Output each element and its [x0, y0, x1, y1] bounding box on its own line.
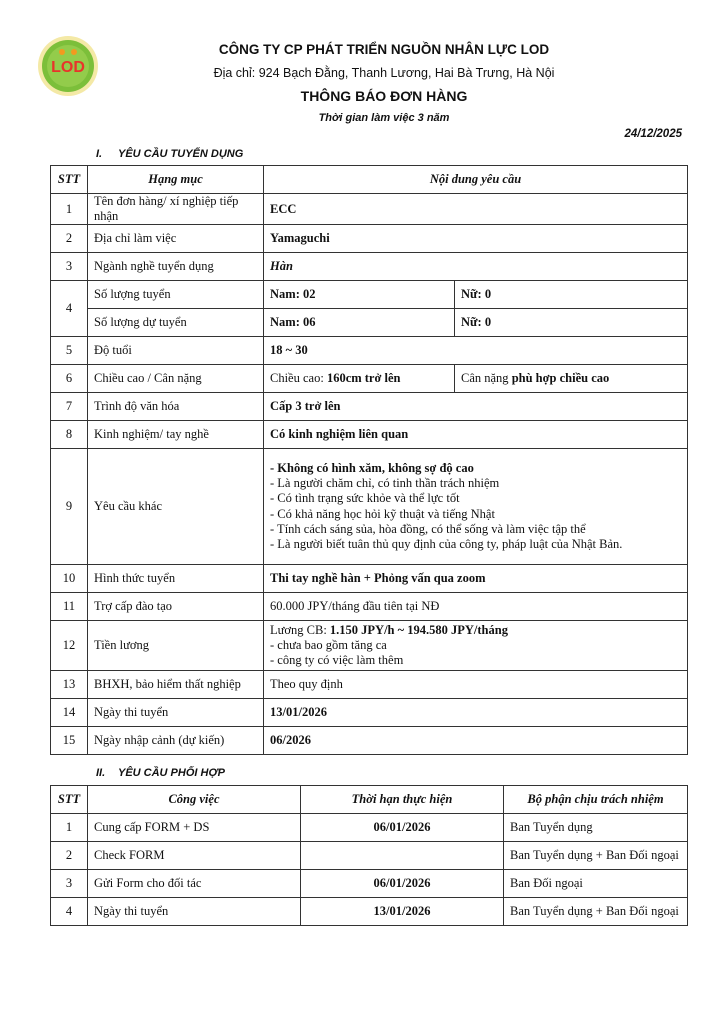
row-deadline: 06/01/2026 — [301, 870, 504, 898]
table-row — [51, 449, 688, 565]
section-1-title: YÊU CẦU TUYỂN DỤNG — [118, 148, 244, 160]
row-stt: 1 — [51, 814, 88, 842]
table-row — [51, 699, 688, 727]
height-value: 160cm trở lên — [326, 371, 401, 385]
row-stt: 4 — [51, 898, 88, 926]
row-deadline — [301, 842, 504, 870]
header-content: Nội dung yêu cầu — [264, 166, 688, 194]
row-stt: 5 — [51, 337, 88, 365]
company-name: CÔNG TY CP PHÁT TRIỂN NGUỒN NHÂN LỰC LOD — [218, 42, 550, 57]
row-department: Ban Đối ngoại — [504, 870, 688, 898]
table-row — [51, 870, 688, 898]
section-2-number: II. — [96, 767, 106, 779]
row-value: Theo quy định — [264, 671, 688, 699]
document-subtitle: Thời gian làm việc 3 năm — [318, 112, 450, 124]
section-2-title: YÊU CẦU PHỐI HỢP — [118, 767, 226, 779]
row-value: Có kinh nghiệm liên quan — [264, 421, 688, 449]
row-stt: 14 — [51, 699, 88, 727]
row-male-count: Nam: 06 — [264, 309, 455, 337]
document-title: THÔNG BÁO ĐƠN HÀNG — [300, 88, 468, 104]
row-value: Cấp 3 trở lên — [264, 393, 688, 421]
requirement-line: - Không có hình xăm, không sợ độ cao — [270, 460, 474, 475]
table-row — [51, 421, 688, 449]
row-item: BHXH, bảo hiểm thất nghiệp — [88, 671, 264, 699]
row-stt: 1 — [51, 194, 88, 225]
row-stt: 12 — [51, 621, 88, 671]
table-row — [51, 593, 688, 621]
row-stt: 10 — [51, 565, 88, 593]
row-value: 13/01/2026 — [264, 699, 688, 727]
requirement-line: - Tính cách sáng sủa, hòa đồng, có thể sống và làm việc tập thể — [270, 521, 586, 536]
weight-label: Cân nặng — [461, 371, 512, 385]
requirement-line: - Là người chăm chỉ, có tinh thần trách nhiệm — [270, 476, 500, 491]
header-stt: STT — [51, 166, 88, 194]
requirement-line: - Có khả năng học hỏi kỹ thuật và tiếng Nhật — [270, 506, 495, 521]
table-header-row — [51, 166, 688, 194]
table-row — [51, 365, 688, 393]
requirement-line: - Có tình trạng sức khỏe và thể lực tốt — [270, 491, 460, 506]
table-row — [51, 337, 688, 365]
row-item: Trợ cấp đào tạo — [88, 593, 264, 621]
row-stt: 7 — [51, 393, 88, 421]
row-stt: 15 — [51, 727, 88, 755]
row-stt: 8 — [51, 421, 88, 449]
section-1-heading — [96, 148, 243, 160]
salary-label: Lương CB: — [270, 622, 330, 637]
height-label: Chiều cao: — [270, 371, 327, 385]
table-row — [51, 814, 688, 842]
table-row — [51, 253, 688, 281]
row-female-count: Nữ: 0 — [455, 281, 688, 309]
row-stt: 13 — [51, 671, 88, 699]
table-row — [51, 225, 688, 253]
row-item: Ngành nghề tuyển dụng — [88, 253, 264, 281]
salary-note: - chưa bao gồm tăng ca — [270, 637, 387, 652]
other-requirements-cell — [264, 449, 688, 565]
row-stt: 2 — [51, 842, 88, 870]
row-item: Trình độ văn hóa — [88, 393, 264, 421]
header-department: Bộ phận chịu trách nhiệm — [504, 786, 688, 814]
salary-note: - công ty có việc làm thêm — [270, 653, 404, 668]
header-deadline: Thời hạn thực hiện — [301, 786, 504, 814]
document-date: 24/12/2025 — [624, 128, 682, 140]
header-item: Hạng mục — [88, 166, 264, 194]
table-row — [51, 621, 688, 671]
row-male-count: Nam: 02 — [264, 281, 455, 309]
requirement-line: - Là người biết tuân thủ quy định của công ty, pháp luật của Nhật Bản. — [270, 536, 623, 551]
row-item: Tên đơn hàng/ xí nghiệp tiếp nhận — [88, 194, 264, 225]
table-row — [51, 898, 688, 926]
weight-cell — [455, 365, 688, 393]
row-stt: 3 — [51, 253, 88, 281]
salary-cell — [264, 621, 688, 671]
row-item: Hình thức tuyển — [88, 565, 264, 593]
row-department: Ban Tuyển dụng + Ban Đối ngoại — [504, 898, 688, 926]
row-stt: 3 — [51, 870, 88, 898]
table-row — [51, 393, 688, 421]
row-task: Cung cấp FORM + DS — [88, 814, 301, 842]
table-header-row — [51, 786, 688, 814]
section-1-number: I. — [96, 148, 103, 160]
row-item: Số lượng tuyển — [88, 281, 264, 309]
company-address: Địa chỉ: 924 Bạch Đằng, Thanh Lương, Hai Bà Trưng, Hà Nội — [213, 66, 555, 80]
row-stt: 4 — [51, 281, 88, 337]
logo-text: LOD — [51, 59, 85, 76]
table-row — [51, 727, 688, 755]
row-deadline: 06/01/2026 — [301, 814, 504, 842]
row-value: Yamaguchi — [264, 225, 688, 253]
table-row — [51, 565, 688, 593]
row-stt: 9 — [51, 449, 88, 565]
row-item: Địa chỉ làm việc — [88, 225, 264, 253]
row-stt: 11 — [51, 593, 88, 621]
salary-value: 1.150 JPY/h ~ 194.580 JPY/tháng — [329, 622, 508, 637]
header-task: Công việc — [88, 786, 301, 814]
weight-value: phù hợp chiều cao — [511, 371, 610, 385]
row-value: 06/2026 — [264, 727, 688, 755]
table-row — [51, 309, 688, 337]
row-item: Số lượng dự tuyển — [88, 309, 264, 337]
table-row — [51, 671, 688, 699]
row-item: Tiền lương — [88, 621, 264, 671]
salary-line — [270, 623, 681, 638]
row-stt: 6 — [51, 365, 88, 393]
row-item: Yêu cầu khác — [88, 449, 264, 565]
row-item: Độ tuổi — [88, 337, 264, 365]
row-value: Thi tay nghề hàn + Phỏng vấn qua zoom — [264, 565, 688, 593]
row-item: Kinh nghiệm/ tay nghề — [88, 421, 264, 449]
table-row — [51, 194, 688, 225]
header-stt: STT — [51, 786, 88, 814]
row-value: ECC — [264, 194, 688, 225]
section-2-heading — [96, 767, 225, 779]
coordination-table — [50, 785, 688, 926]
row-item: Ngày thi tuyển — [88, 699, 264, 727]
row-task: Gửi Form cho đối tác — [88, 870, 301, 898]
row-task: Ngày thi tuyển — [88, 898, 301, 926]
row-department: Ban Tuyển dụng + Ban Đối ngoại — [504, 842, 688, 870]
row-deadline: 13/01/2026 — [301, 898, 504, 926]
row-female-count: Nữ: 0 — [455, 309, 688, 337]
row-stt: 2 — [51, 225, 88, 253]
row-item: Ngày nhập cảnh (dự kiến) — [88, 727, 264, 755]
height-cell — [264, 365, 455, 393]
row-value: 60.000 JPY/tháng đầu tiên tại NĐ — [264, 593, 688, 621]
table-row — [51, 842, 688, 870]
row-department: Ban Tuyển dụng — [504, 814, 688, 842]
recruitment-table — [50, 165, 688, 755]
row-task: Check FORM — [88, 842, 301, 870]
row-value: 18 ~ 30 — [264, 337, 688, 365]
row-item: Chiều cao / Cân nặng — [88, 365, 264, 393]
table-row — [51, 281, 688, 309]
row-value: Hàn — [264, 253, 688, 281]
